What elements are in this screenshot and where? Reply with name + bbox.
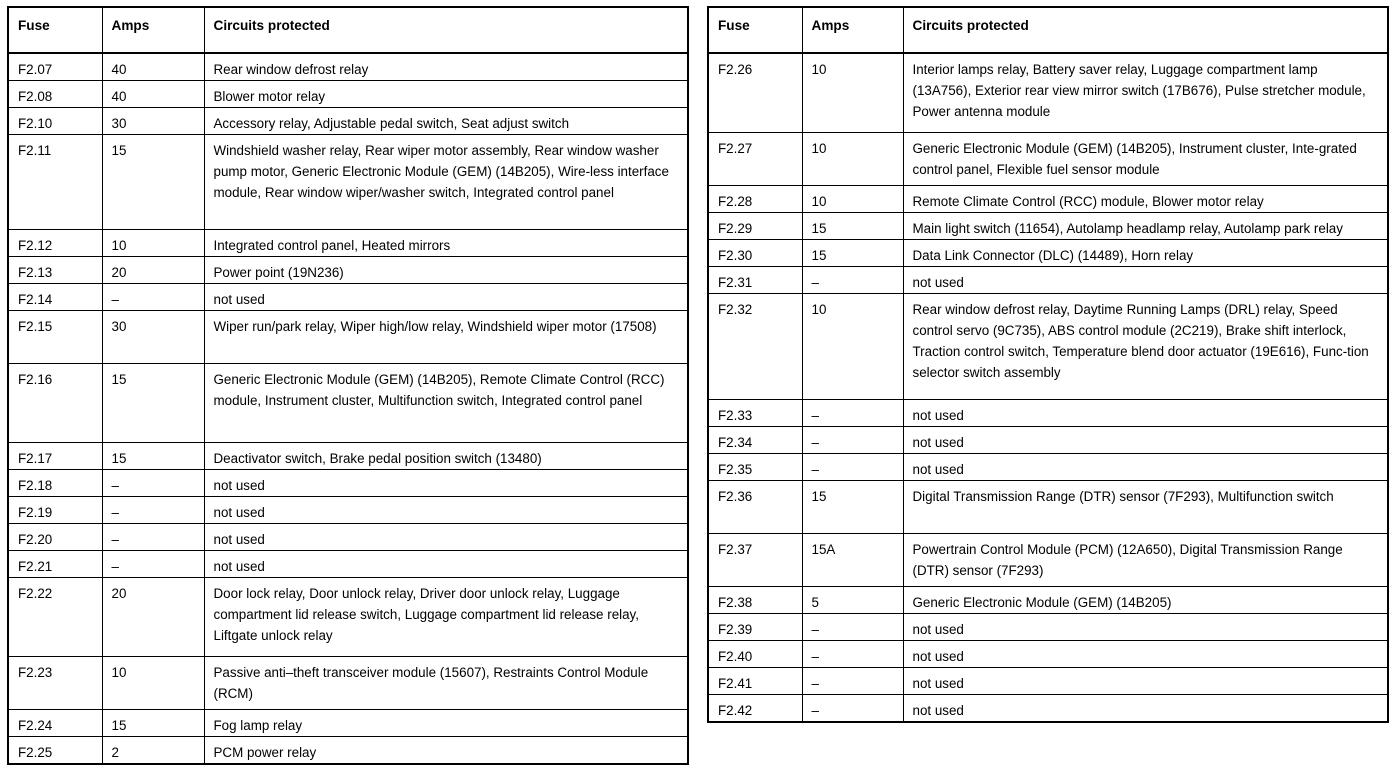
table-row — [708, 293, 1388, 399]
amps-cell: – — [802, 694, 903, 722]
circuits-cell: Integrated control panel, Heated mirrors — [204, 230, 688, 257]
amps-cell: 2 — [102, 737, 204, 765]
amps-cell: 30 — [102, 108, 204, 135]
fuse-table-left — [7, 6, 689, 765]
amps-cell: 40 — [102, 53, 204, 81]
table-row — [8, 470, 688, 497]
circuits-cell: Fog lamp relay — [204, 710, 688, 737]
table-row — [708, 53, 1388, 132]
fuse-id-cell: F2.28 — [708, 185, 802, 212]
circuits-cell: Interior lamps relay, Battery saver relay, Luggage compartment lamp (13A756), Exterior rear view mirror switch (17B676), Pulse stretcher module, Power antenna module — [903, 53, 1388, 132]
fuse-id-cell: F2.25 — [8, 737, 102, 765]
table-row — [8, 53, 688, 81]
fuse-id-cell: F2.07 — [8, 53, 102, 81]
table-row — [708, 533, 1388, 586]
circuits-cell: Powertrain Control Module (PCM) (12A650), Digital Transmission Range (DTR) sensor (7F293) — [903, 533, 1388, 586]
fuse-id-cell: F2.33 — [708, 399, 802, 426]
circuits-cell: not used — [903, 694, 1388, 722]
table-row — [708, 613, 1388, 640]
table-row — [708, 480, 1388, 533]
circuits-cell: Power point (19N236) — [204, 257, 688, 284]
amps-column-header: Amps — [102, 7, 204, 53]
table-row — [8, 657, 688, 710]
fuse-id-cell: F2.41 — [708, 667, 802, 694]
fuse-id-cell: F2.39 — [708, 613, 802, 640]
circuits-cell: Blower motor relay — [204, 81, 688, 108]
fuse-id-cell: F2.37 — [708, 533, 802, 586]
fuse-column-header: Fuse — [708, 7, 802, 53]
table-row — [8, 81, 688, 108]
amps-cell: – — [802, 453, 903, 480]
amps-cell: – — [102, 284, 204, 311]
amps-cell: – — [802, 426, 903, 453]
amps-column-header: Amps — [802, 7, 903, 53]
fuse-id-cell: F2.42 — [708, 694, 802, 722]
amps-cell: 15 — [102, 710, 204, 737]
fuse-id-cell: F2.17 — [8, 443, 102, 470]
table-row — [8, 230, 688, 257]
amps-cell: 15 — [802, 239, 903, 266]
fuse-id-cell: F2.40 — [708, 640, 802, 667]
table-row — [8, 443, 688, 470]
circuits-cell: not used — [903, 266, 1388, 293]
amps-cell: – — [802, 613, 903, 640]
circuits-cell: not used — [903, 426, 1388, 453]
table-row — [8, 551, 688, 578]
fuse-column-header: Fuse — [8, 7, 102, 53]
circuits-cell: Accessory relay, Adjustable pedal switch, Seat adjust switch — [204, 108, 688, 135]
fuse-id-cell: F2.32 — [708, 293, 802, 399]
table-row — [708, 399, 1388, 426]
circuits-cell: not used — [903, 640, 1388, 667]
table-row — [708, 185, 1388, 212]
fuse-id-cell: F2.18 — [8, 470, 102, 497]
circuits-cell: not used — [204, 551, 688, 578]
table-row — [708, 132, 1388, 185]
amps-cell: 20 — [102, 578, 204, 657]
table-row — [708, 586, 1388, 613]
fuse-table-right — [707, 6, 1389, 723]
amps-cell: 15A — [802, 533, 903, 586]
table-row — [8, 497, 688, 524]
circuits-cell: not used — [204, 497, 688, 524]
amps-cell: – — [102, 551, 204, 578]
fuse-id-cell: F2.15 — [8, 311, 102, 364]
fuse-id-cell: F2.12 — [8, 230, 102, 257]
fuse-id-cell: F2.10 — [8, 108, 102, 135]
fuse-id-cell: F2.23 — [8, 657, 102, 710]
table-row — [8, 108, 688, 135]
table-header-row — [708, 7, 1388, 53]
amps-cell: – — [802, 640, 903, 667]
amps-cell: – — [102, 497, 204, 524]
amps-cell: 30 — [102, 311, 204, 364]
amps-cell: 15 — [802, 212, 903, 239]
circuits-cell: not used — [204, 524, 688, 551]
circuits-cell: Passive anti–theft transceiver module (15607), Restraints Control Module (RCM) — [204, 657, 688, 710]
circuits-cell: not used — [903, 399, 1388, 426]
amps-cell: – — [802, 667, 903, 694]
amps-cell: 10 — [802, 185, 903, 212]
amps-cell: – — [102, 470, 204, 497]
table-row — [708, 694, 1388, 722]
circuits-cell: Main light switch (11654), Autolamp headlamp relay, Autolamp park relay — [903, 212, 1388, 239]
table-header-row — [8, 7, 688, 53]
circuits-cell: not used — [204, 470, 688, 497]
circuits-cell: Wiper run/park relay, Wiper high/low relay, Windshield wiper motor (17508) — [204, 311, 688, 364]
amps-cell: 15 — [102, 135, 204, 230]
circuits-cell: Generic Electronic Module (GEM) (14B205) — [903, 586, 1388, 613]
amps-cell: 20 — [102, 257, 204, 284]
fuse-id-cell: F2.34 — [708, 426, 802, 453]
amps-cell: – — [802, 399, 903, 426]
circuits-cell: not used — [903, 613, 1388, 640]
circuits-cell: not used — [903, 453, 1388, 480]
circuits-cell: not used — [903, 667, 1388, 694]
fuse-id-cell: F2.35 — [708, 453, 802, 480]
circuits-column-header: Circuits protected — [903, 7, 1388, 53]
fuse-id-cell: F2.16 — [8, 364, 102, 443]
amps-cell: 5 — [802, 586, 903, 613]
amps-cell: 15 — [802, 480, 903, 533]
amps-cell: 40 — [102, 81, 204, 108]
fuse-id-cell: F2.31 — [708, 266, 802, 293]
table-row — [8, 710, 688, 737]
table-row — [8, 135, 688, 230]
table-row — [8, 311, 688, 364]
fuse-id-cell: F2.21 — [8, 551, 102, 578]
circuits-cell: Generic Electronic Module (GEM) (14B205), Remote Climate Control (RCC) module, Instrument cluster, Multifunction switch, Integrated control panel — [204, 364, 688, 443]
amps-cell: 10 — [102, 230, 204, 257]
amps-cell: 15 — [102, 364, 204, 443]
amps-cell: 10 — [802, 53, 903, 132]
fuse-id-cell: F2.19 — [8, 497, 102, 524]
table-row — [708, 667, 1388, 694]
table-row — [8, 364, 688, 443]
table-row — [708, 266, 1388, 293]
table-row — [708, 640, 1388, 667]
circuits-cell: PCM power relay — [204, 737, 688, 765]
amps-cell: – — [802, 266, 903, 293]
circuits-cell: Data Link Connector (DLC) (14489), Horn relay — [903, 239, 1388, 266]
circuits-cell: Generic Electronic Module (GEM) (14B205), Instrument cluster, Inte-grated control panel, Flexible fuel sensor module — [903, 132, 1388, 185]
table-row — [8, 737, 688, 765]
fuse-id-cell: F2.26 — [708, 53, 802, 132]
table-row — [708, 212, 1388, 239]
fuse-table-body — [708, 53, 1388, 722]
amps-cell: 10 — [802, 132, 903, 185]
amps-cell: – — [102, 524, 204, 551]
fuse-id-cell: F2.22 — [8, 578, 102, 657]
fuse-id-cell: F2.24 — [8, 710, 102, 737]
table-row — [708, 426, 1388, 453]
fuse-id-cell: F2.27 — [708, 132, 802, 185]
table-row — [708, 239, 1388, 266]
circuits-column-header: Circuits protected — [204, 7, 688, 53]
table-row — [8, 524, 688, 551]
amps-cell: 15 — [102, 443, 204, 470]
table-row — [708, 453, 1388, 480]
fuse-id-cell: F2.29 — [708, 212, 802, 239]
table-row — [8, 578, 688, 657]
circuits-cell: Deactivator switch, Brake pedal position switch (13480) — [204, 443, 688, 470]
fuse-id-cell: F2.14 — [8, 284, 102, 311]
amps-cell: 10 — [802, 293, 903, 399]
table-row — [8, 284, 688, 311]
circuits-cell: Windshield washer relay, Rear wiper motor assembly, Rear window washer pump motor, Generic Electronic Module (GEM) (14B205), Wire-less interface module, Rear window wiper/washer switch, Integrated control panel — [204, 135, 688, 230]
fuse-id-cell: F2.38 — [708, 586, 802, 613]
fuse-id-cell: F2.36 — [708, 480, 802, 533]
amps-cell: 10 — [102, 657, 204, 710]
fuse-id-cell: F2.08 — [8, 81, 102, 108]
circuits-cell: Rear window defrost relay — [204, 53, 688, 81]
fuse-id-cell: F2.13 — [8, 257, 102, 284]
fuse-id-cell: F2.30 — [708, 239, 802, 266]
circuits-cell: Rear window defrost relay, Daytime Running Lamps (DRL) relay, Speed control servo (9C735), ABS control module (2C219), Brake shift interlock, Traction control switch, Temperature blend door actuator (19E616), Func-tion selector switch assembly — [903, 293, 1388, 399]
fuse-id-cell: F2.20 — [8, 524, 102, 551]
fuse-table-body — [8, 53, 688, 764]
circuits-cell: Digital Transmission Range (DTR) sensor (7F293), Multifunction switch — [903, 480, 1388, 533]
fuse-id-cell: F2.11 — [8, 135, 102, 230]
circuits-cell: Door lock relay, Door unlock relay, Driver door unlock relay, Luggage compartment lid release switch, Luggage compartment lid release relay, Liftgate unlock relay — [204, 578, 688, 657]
table-row — [8, 257, 688, 284]
circuits-cell: not used — [204, 284, 688, 311]
circuits-cell: Remote Climate Control (RCC) module, Blower motor relay — [903, 185, 1388, 212]
